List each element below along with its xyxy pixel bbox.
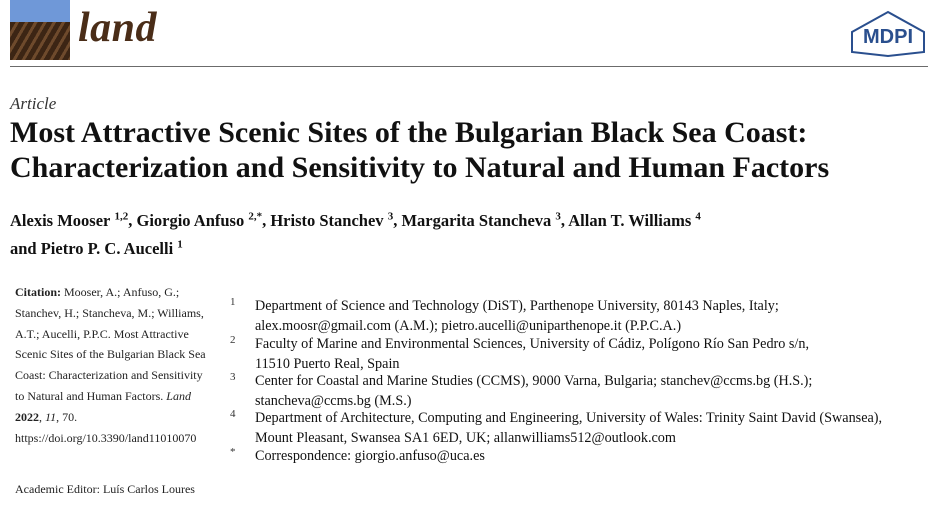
citation-journal: Land [166, 388, 191, 403]
author[interactable]: Allan T. Williams $^4$ [568, 210, 701, 230]
header-divider [10, 66, 928, 67]
affiliation-number: 2 [230, 334, 236, 346]
author[interactable]: Alexis Mooser $^{1,2}$ [10, 210, 129, 230]
author-list: Alexis Mooser $^{1,2}$, Giorgio Anfuso $^{2,*}$, Hristo Stanchev $^3$, Margarita Stancheva $^3$, Allan T. Williams $^4$ and Pietro P. C. Aucelli $^1$ [10, 210, 701, 258]
article-title-line: Characterization and Sensitivity to Natural and Human Factors [10, 151, 830, 184]
correspondence-mark: * [230, 446, 236, 458]
author[interactable]: Margarita Stancheva $^3$ [401, 210, 561, 230]
citation-block: Citation: Mooser, A.; Anfuso, G.; Stanchev, H.; Stancheva, M.; Williams, A.T.; Aucelli, P.P.C. Most Attractive Scenic Sites of the Bulgarian Black Sea Coast: Characterization and Sensitivity to Natural and Human Factors. Land 2022, 11, 70. https://doi.org/10.3390/land11010070 [15, 285, 206, 445]
doi-link[interactable]: https://doi.org/10.3390/land11010070 [15, 430, 197, 445]
citation-volume: 11 [45, 409, 57, 424]
article-title-line: Most Attractive Scenic Sites of the Bulgarian Black Sea Coast: [10, 116, 808, 149]
affiliation-text: Center for Coastal and Marine Studies (CCMS), 9000 Varna, Bulgaria; stanchev@ccms.bg (H.S.); stancheva@ccms.bg (M.S.) [255, 373, 813, 409]
affiliation-text: Faculty of Marine and Environmental Sciences, University of Cádiz, Polígono Río San Pedro s/n, 11510 Puerto Real, Spain [255, 336, 810, 372]
citation-label: Citation: [15, 285, 61, 299]
mdpi-logo-text: MDPI [863, 26, 913, 48]
affiliation-number: 1 [230, 296, 236, 308]
article-title [10, 115, 930, 185]
mdpi-logo [848, 10, 928, 58]
academic-editor [15, 479, 207, 500]
journal-logo-sky [10, 0, 70, 22]
affiliation-number: 3 [230, 371, 236, 383]
citation-article-number: , 70. [56, 409, 78, 424]
affiliation-number: 4 [230, 408, 236, 420]
article-type: Article [10, 94, 57, 113]
academic-editor-label: Academic Editor: [15, 482, 100, 496]
citation-text: Mooser, A.; Anfuso, G.; Stanchev, H.; Stancheva, M.; Williams, A.T.; Aucelli, P.P.C. Most Attractive Scenic Sites of the Bulgarian Black Sea Coast: Characterization and Sensitivity to Natural and Human Factors. [15, 285, 206, 403]
academic-editor-name: Luís Carlos Loures [102, 482, 195, 496]
journal-logo [10, 0, 70, 60]
affiliation-text: Department of Science and Technology (DiST), Parthenope University, 80143 Naples, Italy; alex.moosr@gmail.com (A.M.); pietro.aucelli@uniparthenope.it (P.P.C.A.) [255, 298, 779, 334]
correspondence-text: Correspondence: giorgio.anfuso@uca.es [255, 448, 485, 464]
author[interactable]: Hristo Stanchev $^3$ [270, 210, 394, 230]
affiliation-text: Department of Architecture, Computing and Engineering, University of Wales: Trinity Saint David (Swansea), Mount Pleasant, Swansea SA1 6ED, UK; allanwilliams512@outlook.com [255, 410, 883, 446]
journal-name: land [78, 5, 158, 51]
journal-logo-soil [10, 22, 70, 60]
author[interactable]: Giorgio Anfuso $^{2,*}$ [136, 210, 263, 230]
citation-year: 2022 [15, 409, 39, 424]
author[interactable]: and Pietro P. C. Aucelli $^1$ [10, 238, 183, 258]
